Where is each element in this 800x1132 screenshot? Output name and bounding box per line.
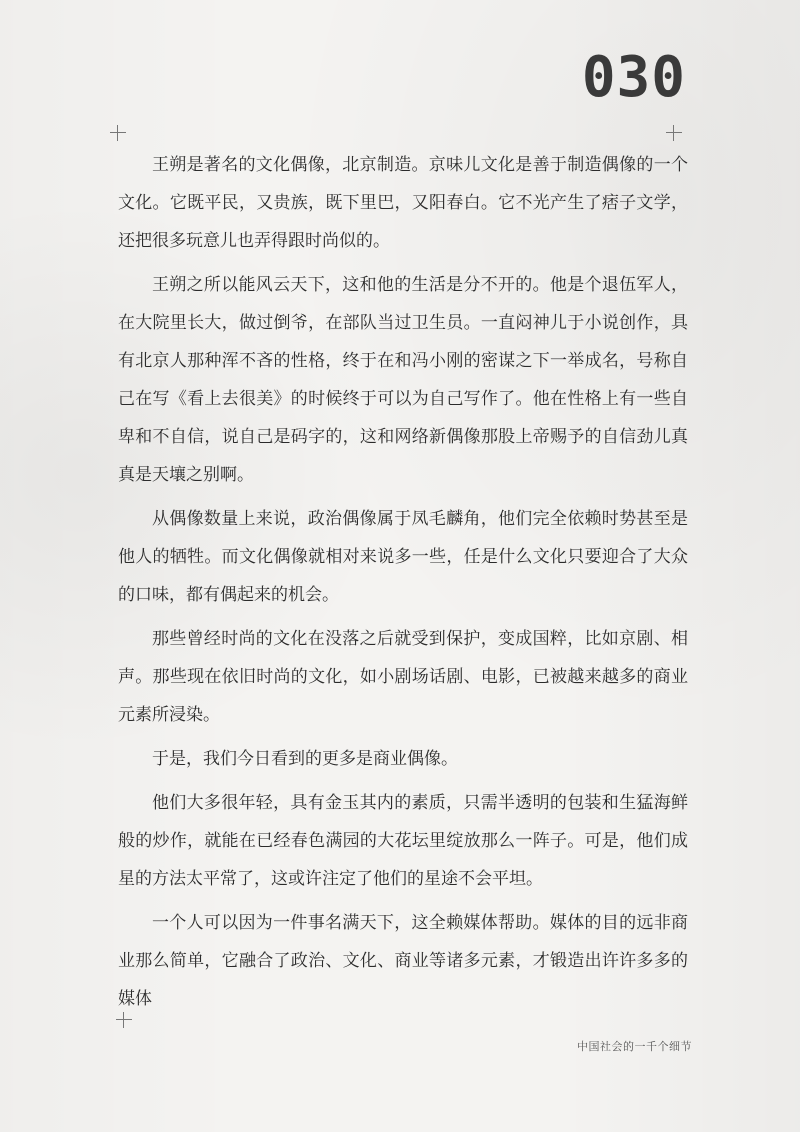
- paragraph-6: 他们大多很年轻，具有金玉其内的素质，只需半透明的包装和生猛海鲜般的炒作，就能在已经春色满园的大花坛里绽放那么一阵子。可是，他们成星的方法太平常了，这或许注定了他们的星途不会平坦。: [118, 793, 688, 889]
- body-text: [118, 146, 688, 1024]
- crop-mark-top-left: [110, 125, 126, 141]
- paragraph-7: 一个人可以因为一件事名满天下，这全赖媒体帮助。媒体的目的远非商业那么简单，它融合了政治、文化、商业等诸多元素，才锻造出许许多多的媒体: [118, 913, 688, 1009]
- running-footer-book-title: 中国社会的一千个细节: [577, 1040, 692, 1053]
- paragraph-4: 那些曾经时尚的文化在没落之后就受到保护，变成国粹，比如京剧、相声。那些现在依旧时尚的文化，如小剧场话剧、电影，已被越来越多的商业元素所浸染。: [118, 629, 688, 725]
- page-number: 030: [581, 45, 686, 110]
- paragraph-3: 从偶像数量上来说，政治偶像属于凤毛麟角，他们完全依赖时势甚至是他人的牺牲。而文化偶像就相对来说多一些，任是什么文化只要迎合了大众的口味，都有偶起来的机会。: [118, 509, 688, 605]
- crop-mark-top-right: [666, 125, 682, 141]
- paragraph-1: 王朔是著名的文化偶像，北京制造。京味儿文化是善于制造偶像的一个文化。它既平民，又贵族，既下里巴，又阳春白。它不光产生了痞子文学，还把很多玩意儿也弄得跟时尚似的。: [118, 155, 688, 251]
- paragraph-5: 于是，我们今日看到的更多是商业偶像。: [152, 749, 458, 769]
- paragraph-2: 王朔之所以能风云天下，这和他的生活是分不开的。他是个退伍军人，在大院里长大，做过倒爷，在部队当过卫生员。一直闷神儿于小说创作，具有北京人那种浑不吝的性格，终于在和冯小刚的密谋之下一举成名，号称自己在写《看上去很美》的时候终于可以为自己写作了。他在性格上有一些自卑和不自信，说自己是码字的，这和网络新偶像那股上帝赐予的自信劲儿真真是天壤之别啊。: [118, 275, 688, 485]
